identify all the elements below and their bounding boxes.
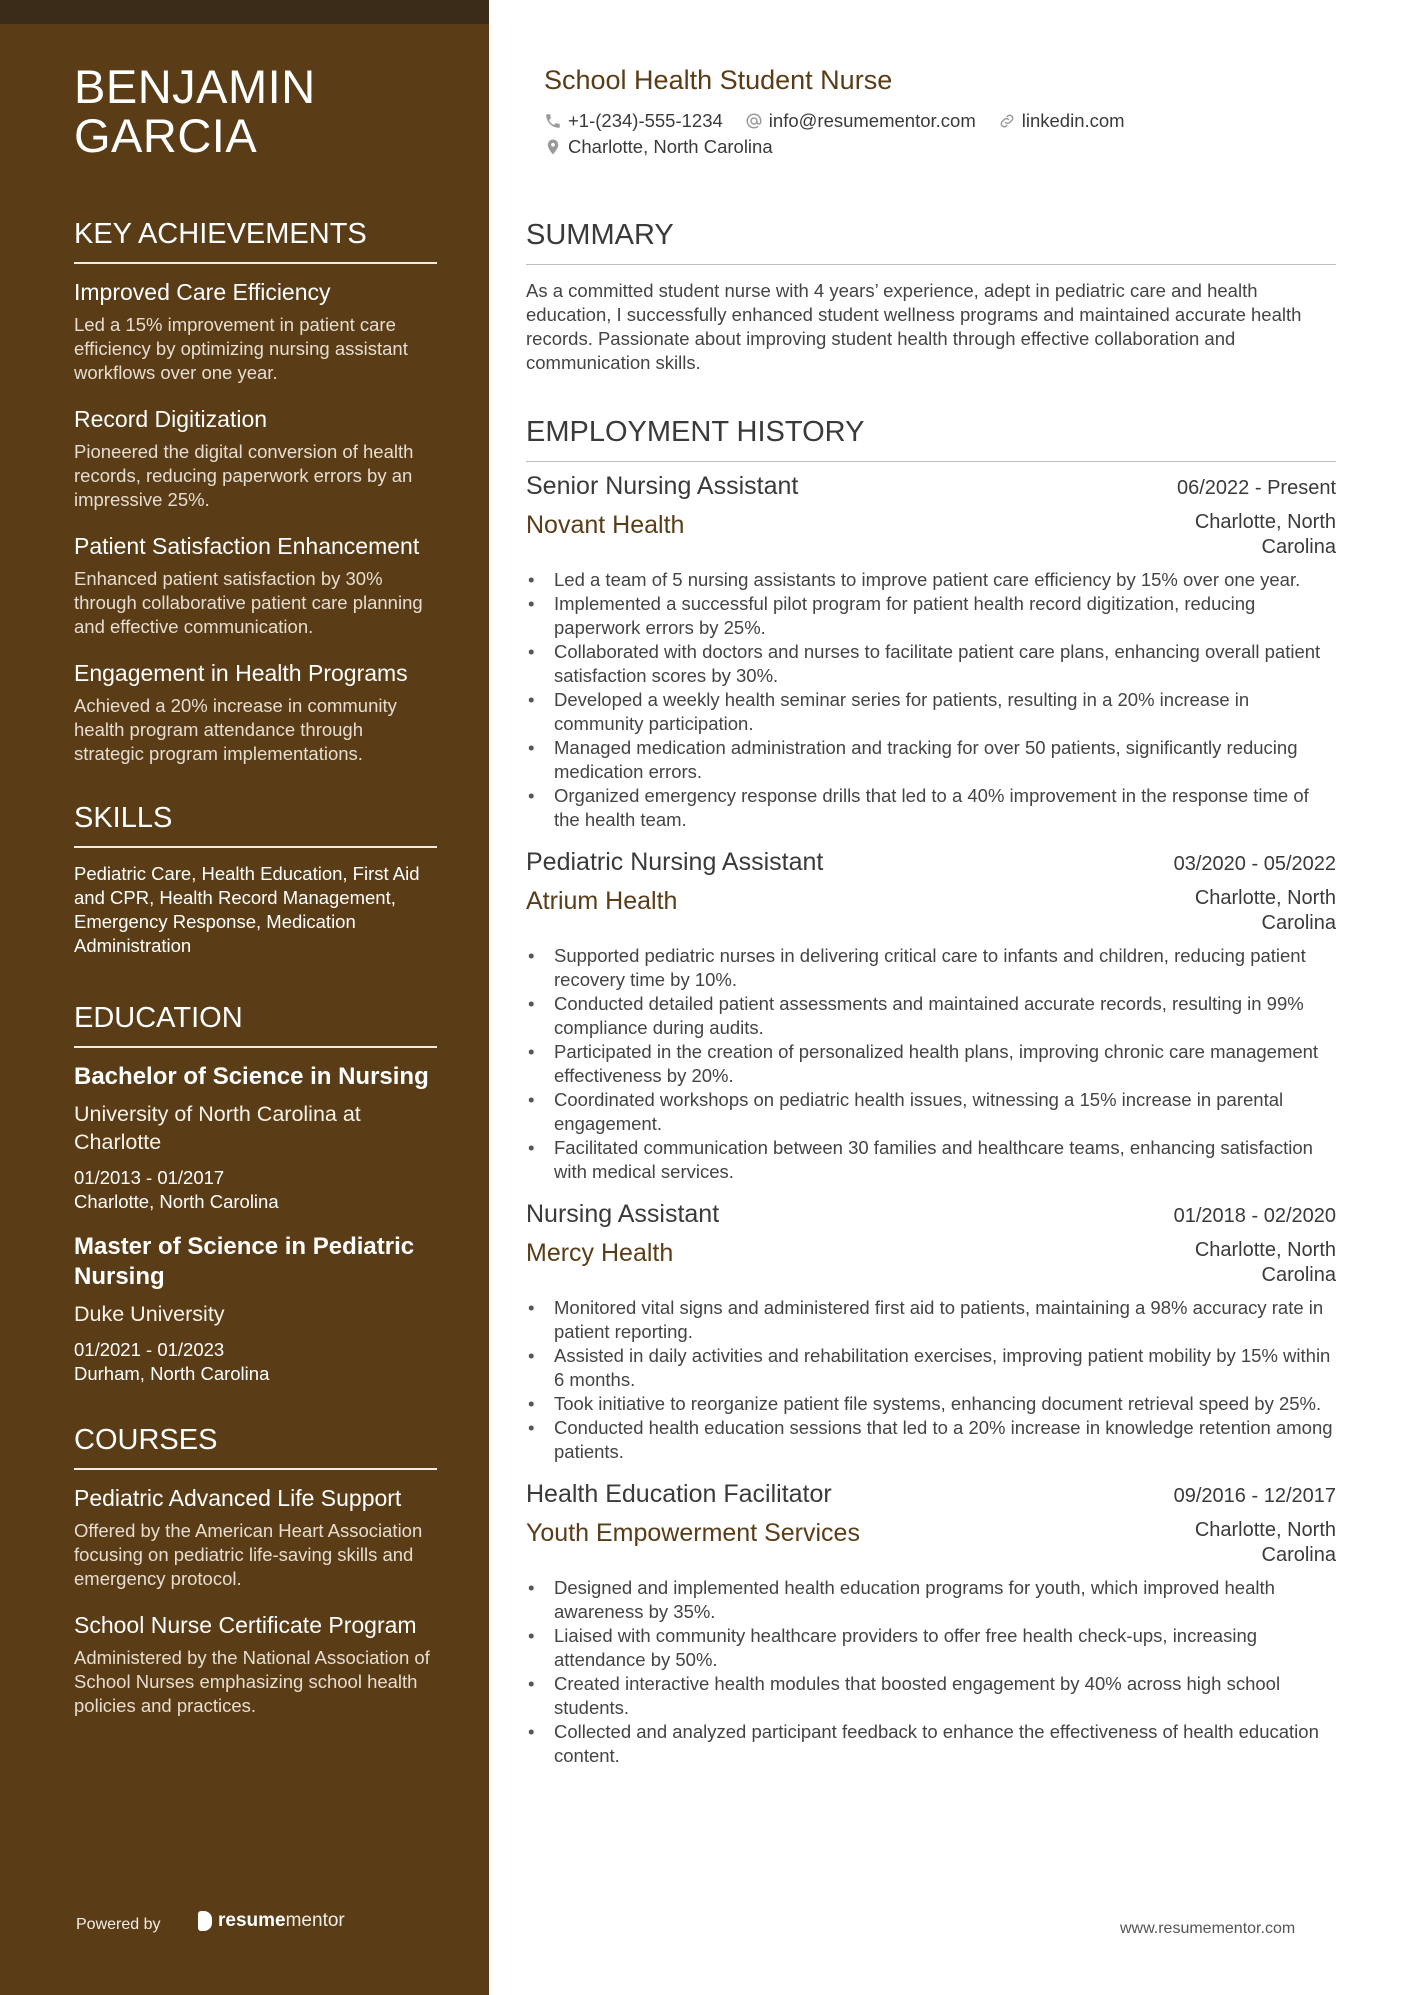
- course-desc: Offered by the American Heart Association focusing on pediatric life-saving skills and emergency protocol.: [74, 1520, 423, 1589]
- education-dates: 01/2013 - 01/2017: [74, 1167, 225, 1188]
- at-icon: [745, 112, 763, 130]
- job-bullets: [526, 1296, 1336, 1464]
- phone-text: +1-(234)-555-1234: [568, 110, 723, 131]
- job-target-title: School Health Student Nurse: [544, 65, 893, 95]
- job-bullet: • Liaised with community healthcare providers to offer free health check-ups, increasing attendance by 50%.: [526, 1624, 1336, 1672]
- job-title: Health Education Facilitator: [526, 1480, 832, 1508]
- job-entry: [526, 470, 1336, 832]
- job-dates: 01/2018 - 02/2020: [1173, 1205, 1336, 1227]
- job-dates: 09/2016 - 12/2017: [1173, 1485, 1336, 1507]
- job-location: Charlotte, North Carolina: [1194, 511, 1336, 558]
- education-degree: Bachelor of Science in Nursing: [74, 1063, 429, 1090]
- course-item: [74, 1484, 437, 1591]
- job-bullet: • Implemented a successful pilot program for patient health record digitization, reducing paperwork errors by 25%.: [526, 592, 1336, 640]
- job-location: Charlotte, North Carolina: [1194, 1519, 1336, 1566]
- phone-icon: [544, 112, 562, 130]
- job-bullet: • Took initiative to reorganize patient file systems, enhancing document retrieval speed by 25%.: [526, 1392, 1336, 1416]
- education-section: [74, 1002, 437, 1386]
- courses-section: [74, 1424, 437, 1718]
- last-name: GARCIA: [74, 109, 258, 162]
- map-pin-icon: [544, 138, 562, 156]
- job-dates: 06/2022 - Present: [1177, 477, 1336, 499]
- job-bullet: • Collaborated with doctors and nurses to facilitate patient care plans, enhancing overall patient satisfaction scores by 30%.: [526, 640, 1336, 688]
- contact-email[interactable]: [745, 108, 976, 134]
- education-school: University of North Carolina at Charlotte: [74, 1102, 361, 1154]
- job-bullet: • Conducted detailed patient assessments and maintained accurate records, resulting in 99% compliance during audits.: [526, 992, 1336, 1040]
- contact-row: [544, 108, 1334, 134]
- job-bullet: • Assisted in daily activities and rehabilitation exercises, improving patient mobility by 15% within 6 months.: [526, 1344, 1336, 1392]
- achievement-title: Patient Satisfaction Enhancement: [74, 533, 420, 559]
- contact-phone[interactable]: [544, 108, 723, 134]
- achievement-item: [74, 405, 437, 512]
- company-name: Atrium Health: [526, 887, 678, 915]
- summary-section: [526, 218, 1336, 375]
- achievement-title: Improved Care Efficiency: [74, 279, 331, 305]
- job-title: Nursing Assistant: [526, 1200, 720, 1228]
- course-title: Pediatric Advanced Life Support: [74, 1485, 402, 1511]
- education-item: [74, 1062, 437, 1214]
- powered-by-label: Powered by: [76, 1916, 161, 1933]
- job-location: Charlotte, North Carolina: [1194, 1239, 1336, 1286]
- job-entry: [526, 1478, 1336, 1768]
- job-bullet: • Managed medication administration and tracking for over 50 patients, significantly reducing medication errors.: [526, 736, 1336, 784]
- job-bullet: • Led a team of 5 nursing assistants to improve patient care efficiency by 15% over one year.: [526, 568, 1336, 592]
- candidate-name: [74, 62, 437, 160]
- linkedin-text: linkedin.com: [1021, 110, 1125, 131]
- skills-section: [74, 802, 437, 958]
- job-bullet: • Participated in the creation of personalized health plans, improving chronic care management effectiveness by 20%.: [526, 1040, 1336, 1088]
- job-bullet: • Designed and implemented health education programs for youth, which improved health awareness by 35%.: [526, 1576, 1336, 1624]
- summary-heading: SUMMARY: [526, 218, 1336, 265]
- job-entry: [526, 846, 1336, 1184]
- email-text: info@resumementor.com: [768, 110, 976, 131]
- education-school: Duke University: [74, 1302, 225, 1326]
- education-location: Durham, North Carolina: [74, 1363, 270, 1384]
- first-name: BENJAMIN: [74, 60, 316, 113]
- course-title: School Nurse Certificate Program: [74, 1612, 417, 1638]
- job-bullet: • Developed a weekly health seminar series for patients, resulting in a 20% increase in community participation.: [526, 688, 1336, 736]
- location-text: Charlotte, North Carolina: [568, 136, 773, 157]
- job-bullet: • Monitored vital signs and administered first aid to patients, maintaining a 98% accuracy rate in patient reporting.: [526, 1296, 1336, 1344]
- education-item: [74, 1232, 437, 1386]
- logo-text-bold: resume: [218, 1910, 286, 1931]
- education-degree: Master of Science in Pediatric Nursing: [74, 1233, 415, 1290]
- achievement-item: [74, 532, 437, 639]
- achievement-title: Engagement in Health Programs: [74, 660, 408, 686]
- contact-location: [544, 134, 773, 160]
- achievements-section: [74, 218, 437, 766]
- job-bullet: • Supported pediatric nurses in delivering critical care to infants and children, reducing patient recovery time by 10%.: [526, 944, 1336, 992]
- achievements-heading: KEY ACHIEVEMENTS: [74, 218, 437, 264]
- education-dates: 01/2021 - 01/2023: [74, 1339, 225, 1360]
- achievement-title: Record Digitization: [74, 406, 268, 432]
- sidebar: [0, 0, 489, 1995]
- job-bullets: [526, 944, 1336, 1184]
- job-bullets: [526, 568, 1336, 832]
- job-bullet: • Coordinated workshops on pediatric health issues, witnessing a 15% increase in parental engagement.: [526, 1088, 1336, 1136]
- skills-list: Pediatric Care, Health Education, First Aid and CPR, Health Record Management, Emergency Response, Medication Administration: [74, 863, 420, 956]
- achievement-desc: Pioneered the digital conversion of health records, reducing paperwork errors by an impressive 25%.: [74, 441, 414, 510]
- sidebar-top-bar: [0, 0, 489, 24]
- achievement-desc: Led a 15% improvement in patient care efficiency by optimizing nursing assistant workflows over one year.: [74, 314, 408, 383]
- course-desc: Administered by the National Association of School Nurses emphasizing school health policies and practices.: [74, 1647, 430, 1716]
- job-location: Charlotte, North Carolina: [1194, 887, 1336, 934]
- company-name: Youth Empowerment Services: [526, 1519, 860, 1547]
- contact-linkedin[interactable]: [998, 108, 1125, 134]
- job-bullet: • Conducted health education sessions that led to a 20% increase in knowledge retention among patients.: [526, 1416, 1336, 1464]
- job-bullets: [526, 1576, 1336, 1768]
- job-bullet: • Collected and analyzed participant feedback to enhance the effectiveness of health education content.: [526, 1720, 1336, 1768]
- logo-text-light: mentor: [285, 1910, 345, 1931]
- footer-url[interactable]: www.resumementor.com: [1120, 1920, 1296, 1937]
- resumementor-logo[interactable]: [198, 1910, 345, 1932]
- employment-heading: EMPLOYMENT HISTORY: [526, 415, 1336, 462]
- job-dates: 03/2020 - 05/2022: [1173, 853, 1336, 875]
- course-item: [74, 1611, 437, 1718]
- logo-mark-icon: [198, 1911, 212, 1931]
- location-row: [544, 134, 1334, 160]
- education-location: Charlotte, North Carolina: [74, 1191, 279, 1212]
- achievement-item: [74, 278, 437, 385]
- job-bullet: • Facilitated communication between 30 families and healthcare teams, enhancing satisfaction with medical services.: [526, 1136, 1336, 1184]
- link-icon: [998, 112, 1016, 130]
- job-title: Pediatric Nursing Assistant: [526, 848, 824, 876]
- achievement-item: [74, 659, 437, 766]
- achievement-desc: Enhanced patient satisfaction by 30% through collaborative patient care planning and effective communication.: [74, 568, 423, 637]
- job-bullet: • Created interactive health modules that boosted engagement by 40% across high school students.: [526, 1672, 1336, 1720]
- summary-text: As a committed student nurse with 4 years’ experience, adept in pediatric care and health education, I successfully enhanced student wellness programs and maintained accurate health records. Passionate about improving student health through effective collaboration and communication skills.: [526, 280, 1302, 373]
- education-heading: EDUCATION: [74, 1002, 437, 1048]
- skills-heading: SKILLS: [74, 802, 437, 848]
- employment-section: [526, 415, 1336, 1782]
- header: [544, 64, 1334, 160]
- job-entry: [526, 1198, 1336, 1464]
- job-bullet: • Organized emergency response drills that led to a 40% improvement in the response time of the health team.: [526, 784, 1336, 832]
- job-title: Senior Nursing Assistant: [526, 472, 799, 500]
- courses-heading: COURSES: [74, 1424, 437, 1470]
- company-name: Mercy Health: [526, 1239, 674, 1267]
- company-name: Novant Health: [526, 511, 685, 539]
- achievement-desc: Achieved a 20% increase in community health program attendance through strategic program implementations.: [74, 695, 397, 764]
